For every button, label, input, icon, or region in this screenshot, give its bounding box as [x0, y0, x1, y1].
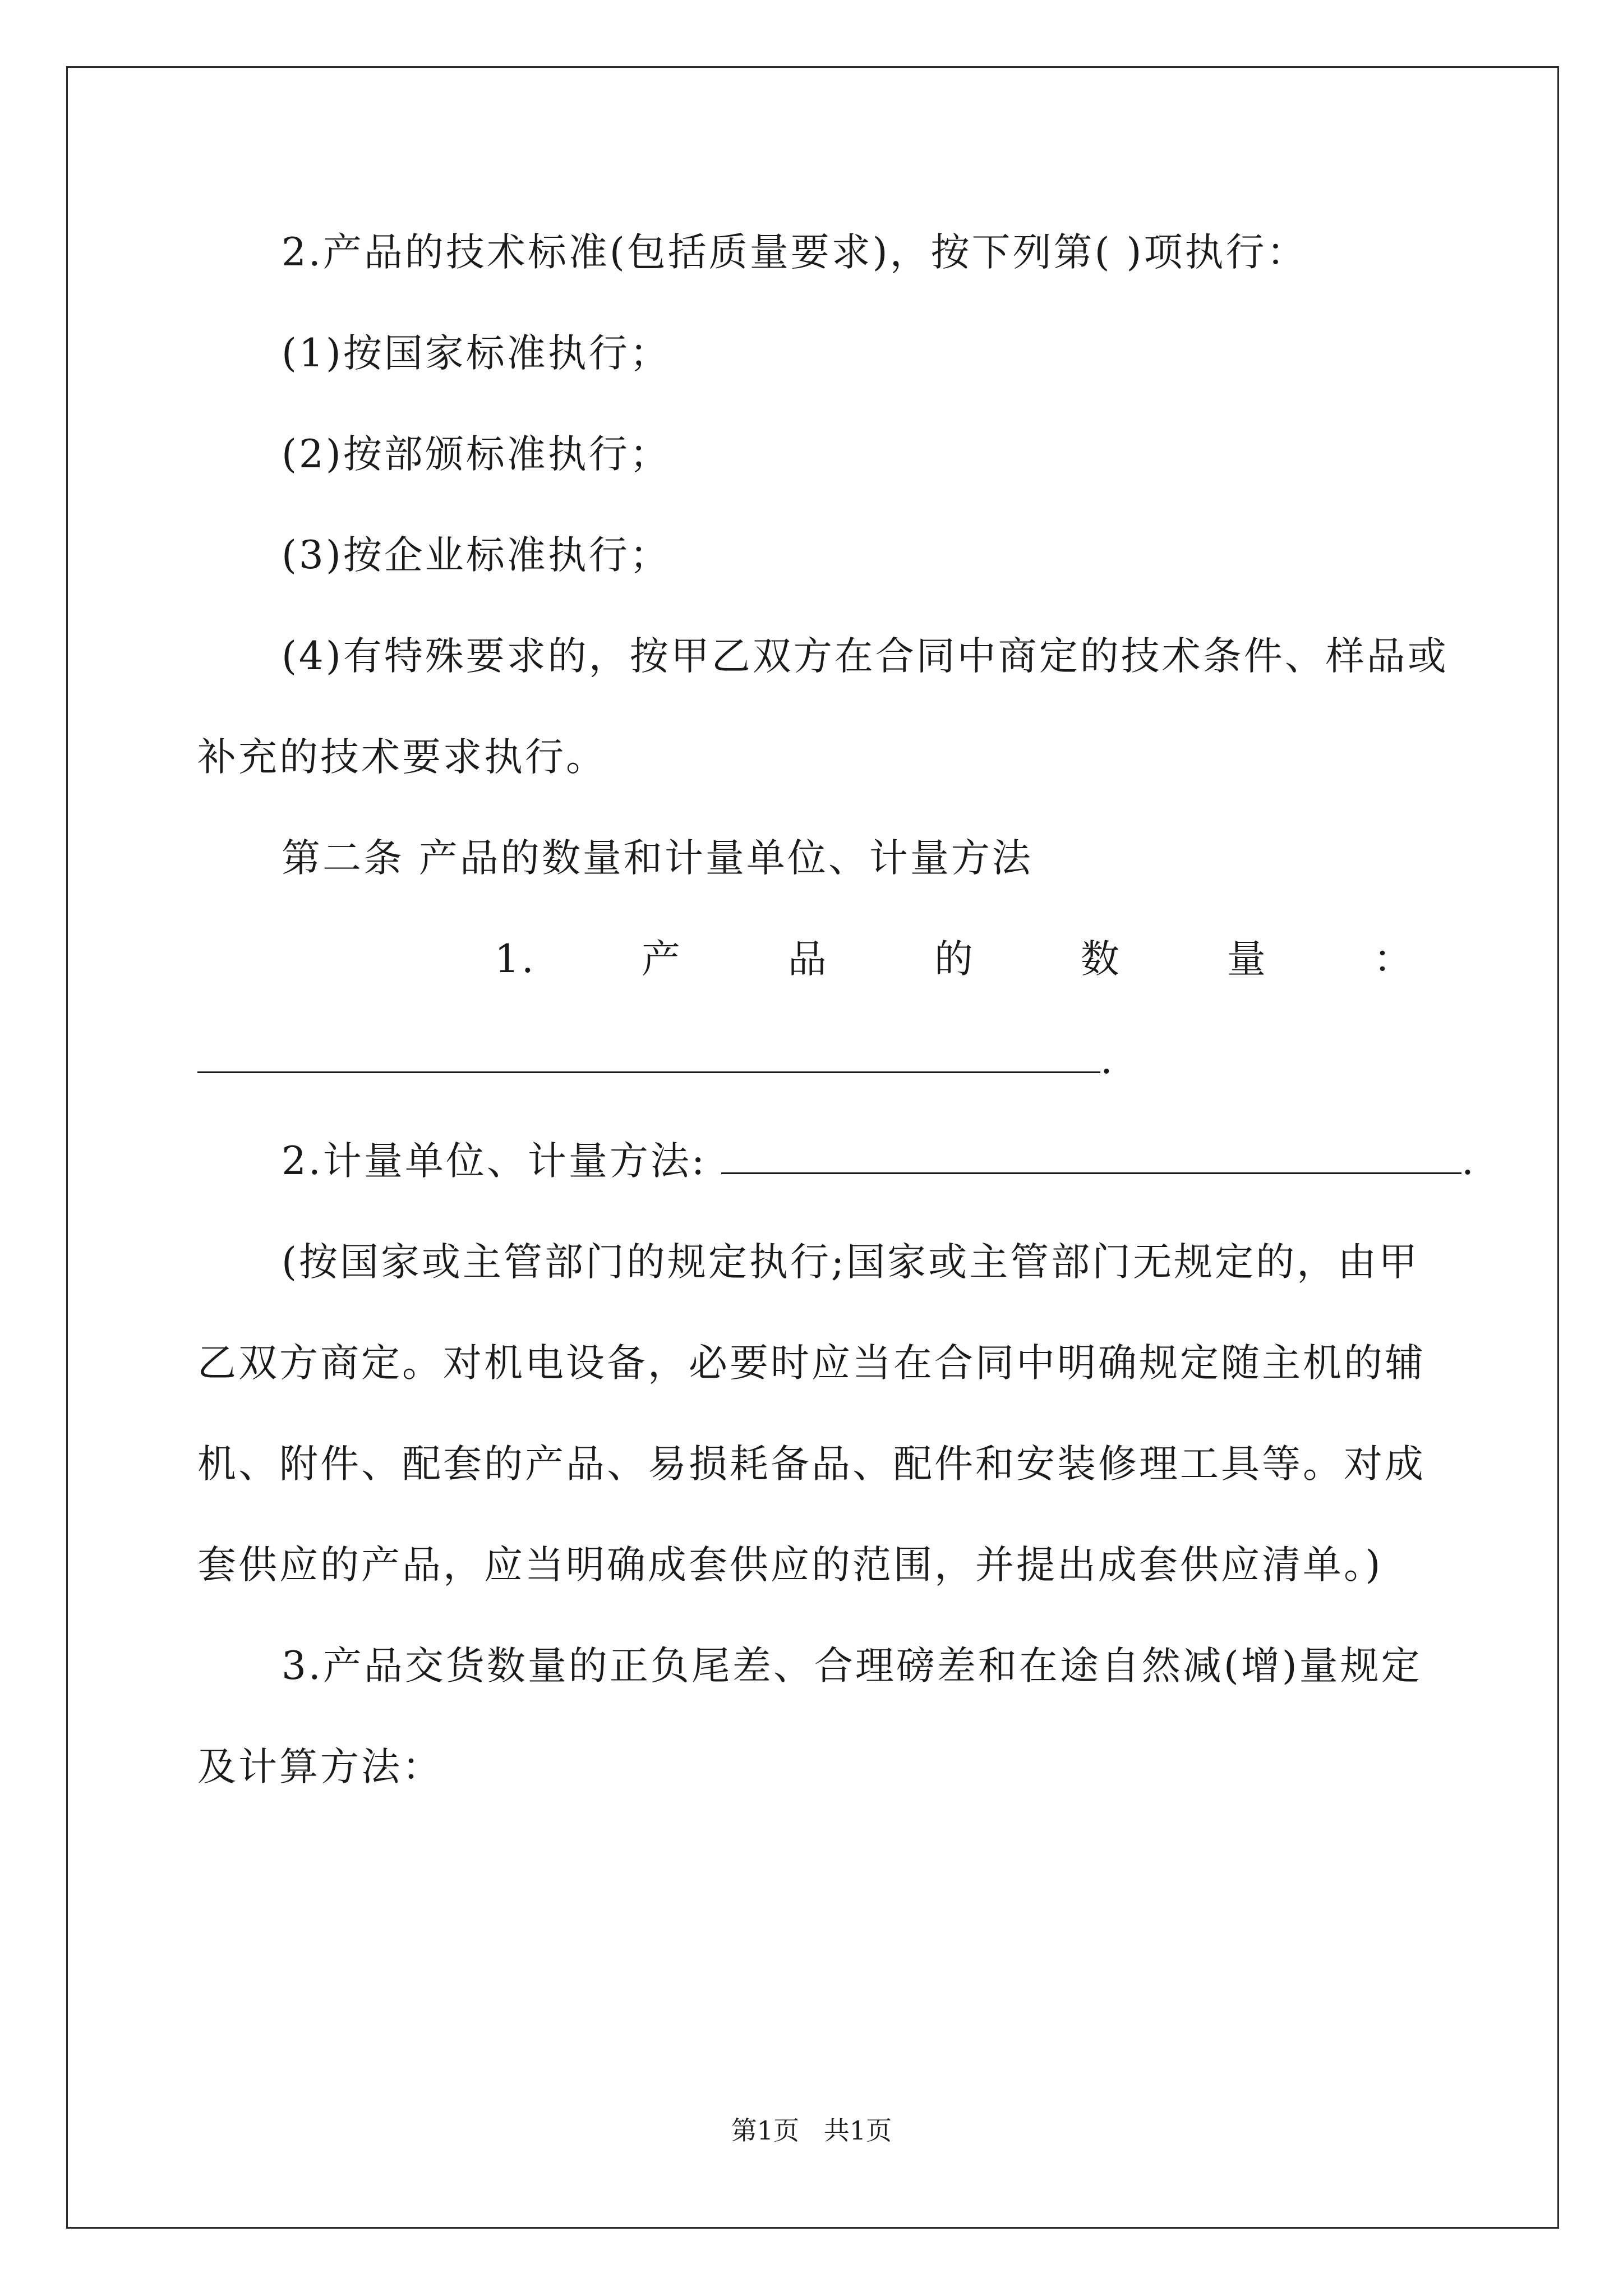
article-2-heading: 第二条 产品的数量和计量单位、计量方法	[282, 836, 1033, 881]
quantity-blank-line	[197, 1035, 1426, 1085]
item-3-line-1: 3.产品交货数量的正负尾差、合理磅差和在途自然减(增)量规定	[282, 1644, 1422, 1688]
quantity-label-char: 产	[641, 937, 683, 982]
option-2-ministry-standard: (2)按部颁标准执行；	[282, 432, 671, 477]
quantity-label-char: 量	[1227, 937, 1268, 982]
option-4-continuation: 补充的技术要求执行。	[197, 735, 607, 780]
option-3-enterprise-standard: (3)按企业标准执行；	[282, 533, 671, 578]
measure-blank-period: .	[1461, 1139, 1476, 1184]
quantity-label-char: 品	[787, 937, 829, 982]
quantity-label-char: ：	[1373, 937, 1414, 982]
note-line-3: 机、附件、配套的产品、易损耗备品、配件和安装修理工具等。对成	[197, 1442, 1426, 1487]
quantity-label-char: 数	[1080, 937, 1122, 982]
note-line-4: 套供应的产品，应当明确成套供应的范围，并提出成套供应清单。)	[197, 1543, 1383, 1588]
measure-method-fill-blank[interactable]	[721, 1139, 1461, 1174]
option-1-national-standard: (1)按国家标准执行；	[282, 331, 671, 376]
note-line-2: 乙双方商定。对机电设备，必要时应当在合同中明确规定随主机的辅	[197, 1341, 1426, 1386]
quantity-fill-blank[interactable]	[197, 1038, 1100, 1073]
option-4-special-requirements: (4)有特殊要求的，按甲乙双方在合同中商定的技术条件、样品或	[282, 634, 1449, 679]
measure-method-line	[197, 1136, 1476, 1186]
note-line-1: (按国家或主管部门的规定执行;国家或主管部门无规定的，由甲	[282, 1240, 1420, 1285]
quantity-label-char: 的	[934, 937, 975, 982]
quantity-blank-period: .	[1100, 1038, 1115, 1083]
page-footer: 第1页 共1页	[731, 2115, 892, 2146]
item-3-line-2: 及计算方法：	[197, 1745, 443, 1789]
clause-2-technical-standard: 2.产品的技术标准(包括质量要求)，按下列第( )项执行：	[282, 230, 1308, 275]
quantity-label-char: 1.	[495, 937, 536, 982]
quantity-label-line	[197, 934, 1426, 984]
measure-method-label: 2.计量单位、计量方法:	[282, 1139, 707, 1184]
